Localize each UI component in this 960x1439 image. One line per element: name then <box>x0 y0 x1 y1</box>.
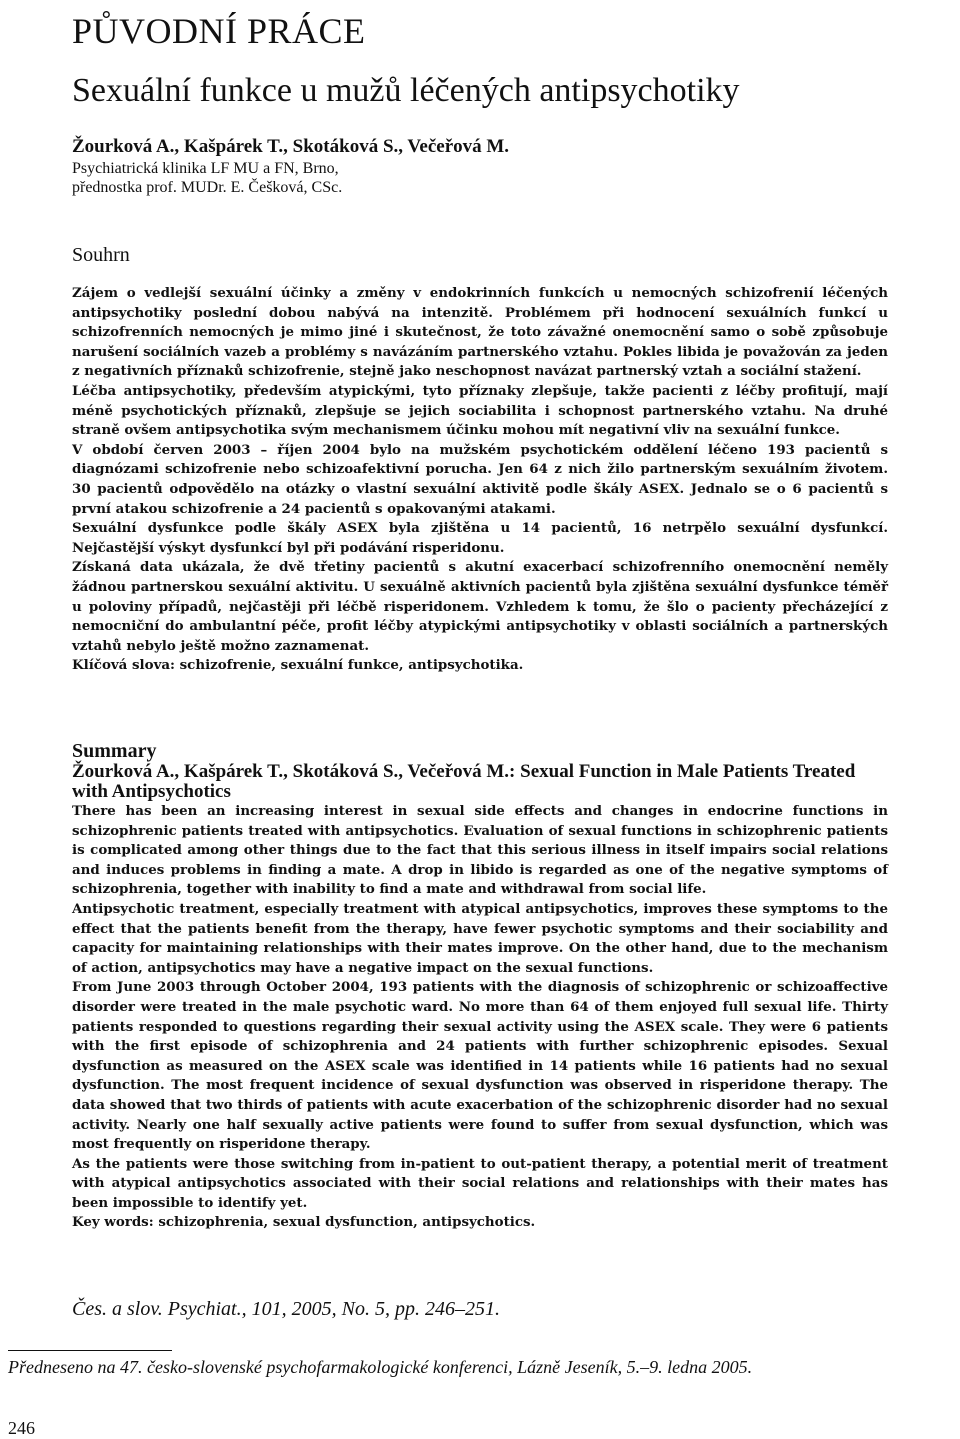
footnote: Předneseno na 47. česko-slovenské psychofarmakologické konferenci, Lázně Jeseník, 5.–9. ledna 2005. <box>8 1357 753 1377</box>
summary-body <box>72 802 888 1233</box>
summary-paragraph: As the patients were those switching from in-patient to out-patient therapy, a potential merit of treatment with atypical antipsychotics associated with their social relations and relationships with their mates has been impossible to identify yet. <box>72 1155 888 1211</box>
affiliation-line-1: Psychiatrická klinika LF MU a FN, Brno, <box>72 160 339 177</box>
summary-paragraph: There has been an increasing interest in sexual side effects and changes in endocrine functions in schizophrenic patients treated with antipsychotics. Evaluation of sexual functions in schizophrenic patients is complicated among other things due to the fact that this serious illness in itself impairs social relations and induces problems in finding a mate. A drop in libido is regarded as one of the negative symptoms of schizophrenia, together with inability to find a mate and withdrawal from social life. <box>72 803 888 898</box>
souhrn-paragraph: Léčba antipsychotiky, především atypickými, tyto příznaky zlepšuje, takže pacienti z léčby profitují, mají méně psychotických příznaků, zlepšuje se jejich sociabilita i schopnost partnerského vztahu. Na druhé straně ovšem antipsychotika svým mechanismem účinku mohou mít negativní vliv na sexuální funkce. <box>72 382 888 439</box>
article-title: Sexuální funkce u mužů léčených antipsychotiky <box>72 72 740 109</box>
souhrn-keywords: Klíčová slova: schizofrenie, sexuální funkce, antipsychotika. <box>72 657 524 674</box>
souhrn-paragraph: Zájem o vedlejší sexuální účinky a změny v endokrinních funkcích u nemocných schizofrenií léčených antipsychotiky poslední dobou nabývá na intenzitě. Problémem při hodnocení sexuálních funkcí u schizofrenních nemocných je mimo jiné i skutečnost, že toto závažné onemocnění samo o sobě způsobuje narušení sociálních vazeb a problémy s navázáním partnerského vztahu. Pokles libida je považován za jeden z negativních příznaků schizofrenie, stejně jako neschopnost navázat partnerský vztah a sociální stažení. <box>72 285 888 380</box>
souhrn-paragraph: Sexuální dysfunkce podle škály ASEX byla zjištěna u 14 pacientů, 16 netrpělo sexuální dysfunkcí. Nejčastější výskyt dysfunkcí byl při podávání risperidonu. <box>72 520 888 556</box>
summary-paragraph: From June 2003 through October 2004, 193 patients with the diagnosis of schizophrenic or schizoaffective disorder were treated in the male psychotic ward. No more than 64 of them enjoyed full sexual life. Thirty patients responded to questions regarding their sexual activity using the ASEX scale. They were 6 patients with the first episode of schizophrenia and 24 patients with further schizophrenic episodes. Sexual dysfunction as measured on the ASEX scale was identified in 14 patients while 16 patients had no sexual dysfunction. The most frequent incidence of sexual dysfunction was observed in risperidone therapy. The data showed that two thirds of patients with acute exacerbation of the schizophrenic disorder had no sexual activity. Nearly one half sexually active patients were found to suffer from sexual dysfunction, which was most frequently on risperidone therapy. <box>72 979 888 1153</box>
authors: Žourková A., Kašpárek T., Skotáková S., Večeřová M. <box>72 136 510 157</box>
souhrn-paragraph: Získaná data ukázala, že dvě třetiny pacientů s akutní exacerbací schizofrenního onemocnění neměly žádnou partnerskou sexuální aktivitu. U sexuálně aktivních pacientů byla zjištěna sexuální dysfunkce téměř u poloviny případů, nejčastěji při léčbě risperidonem. Vzhledem k tomu, že šlo o pacienty přecházející z nemocniční do ambulantní péče, profit léčby atypickými antipsychotiky v oblasti sociálních a partnerských vztahů nebylo ještě možno zaznamenat. <box>72 559 888 654</box>
affiliation-line-2: přednostka prof. MUDr. E. Češková, CSc. <box>72 179 343 196</box>
footnote-divider <box>8 1350 172 1351</box>
souhrn-heading: Souhrn <box>72 244 130 266</box>
summary-title: Žourková A., Kašpárek T., Skotáková S., Večeřová M.: Sexual Function in Male Patients Treated with Antipsychotics <box>72 761 856 802</box>
summary-heading: Summary <box>72 740 157 762</box>
souhrn-paragraph: V období červen 2003 – říjen 2004 bylo na mužském psychotickém oddělení léčeno 193 pacientů s diagnózami schizofrenie nebo schizoafektivní porucha. Jen 64 z nich žilo partnerským sexuálním životem. 30 pacientů odpovědělo na otázky o vlastní sexuální aktivitě podle škály ASEX. Jednalo se o 6 pacientů s první atakou schizofrenie a 24 pacientů s opakovanými atakami. <box>72 441 888 517</box>
souhrn-body <box>72 284 888 676</box>
summary-keywords: Key words: schizophrenia, sexual dysfunction, antipsychotics. <box>72 1214 536 1231</box>
section-label: PŮVODNÍ PRÁCE <box>72 11 366 51</box>
summary-paragraph: Antipsychotic treatment, especially treatment with atypical antipsychotics, improves these symptoms to the effect that the patients benefit from the therapy, have fewer psychotic symptoms and their sociability and capacity for maintaining relationships with their mates improve. On the other hand, due to the mechanism of action, antipsychotics may have a negative impact on the sexual functions. <box>72 900 888 976</box>
citation: Čes. a slov. Psychiat., 101, 2005, No. 5, pp. 246–251. <box>72 1298 500 1320</box>
page-number: 246 <box>8 1418 35 1438</box>
